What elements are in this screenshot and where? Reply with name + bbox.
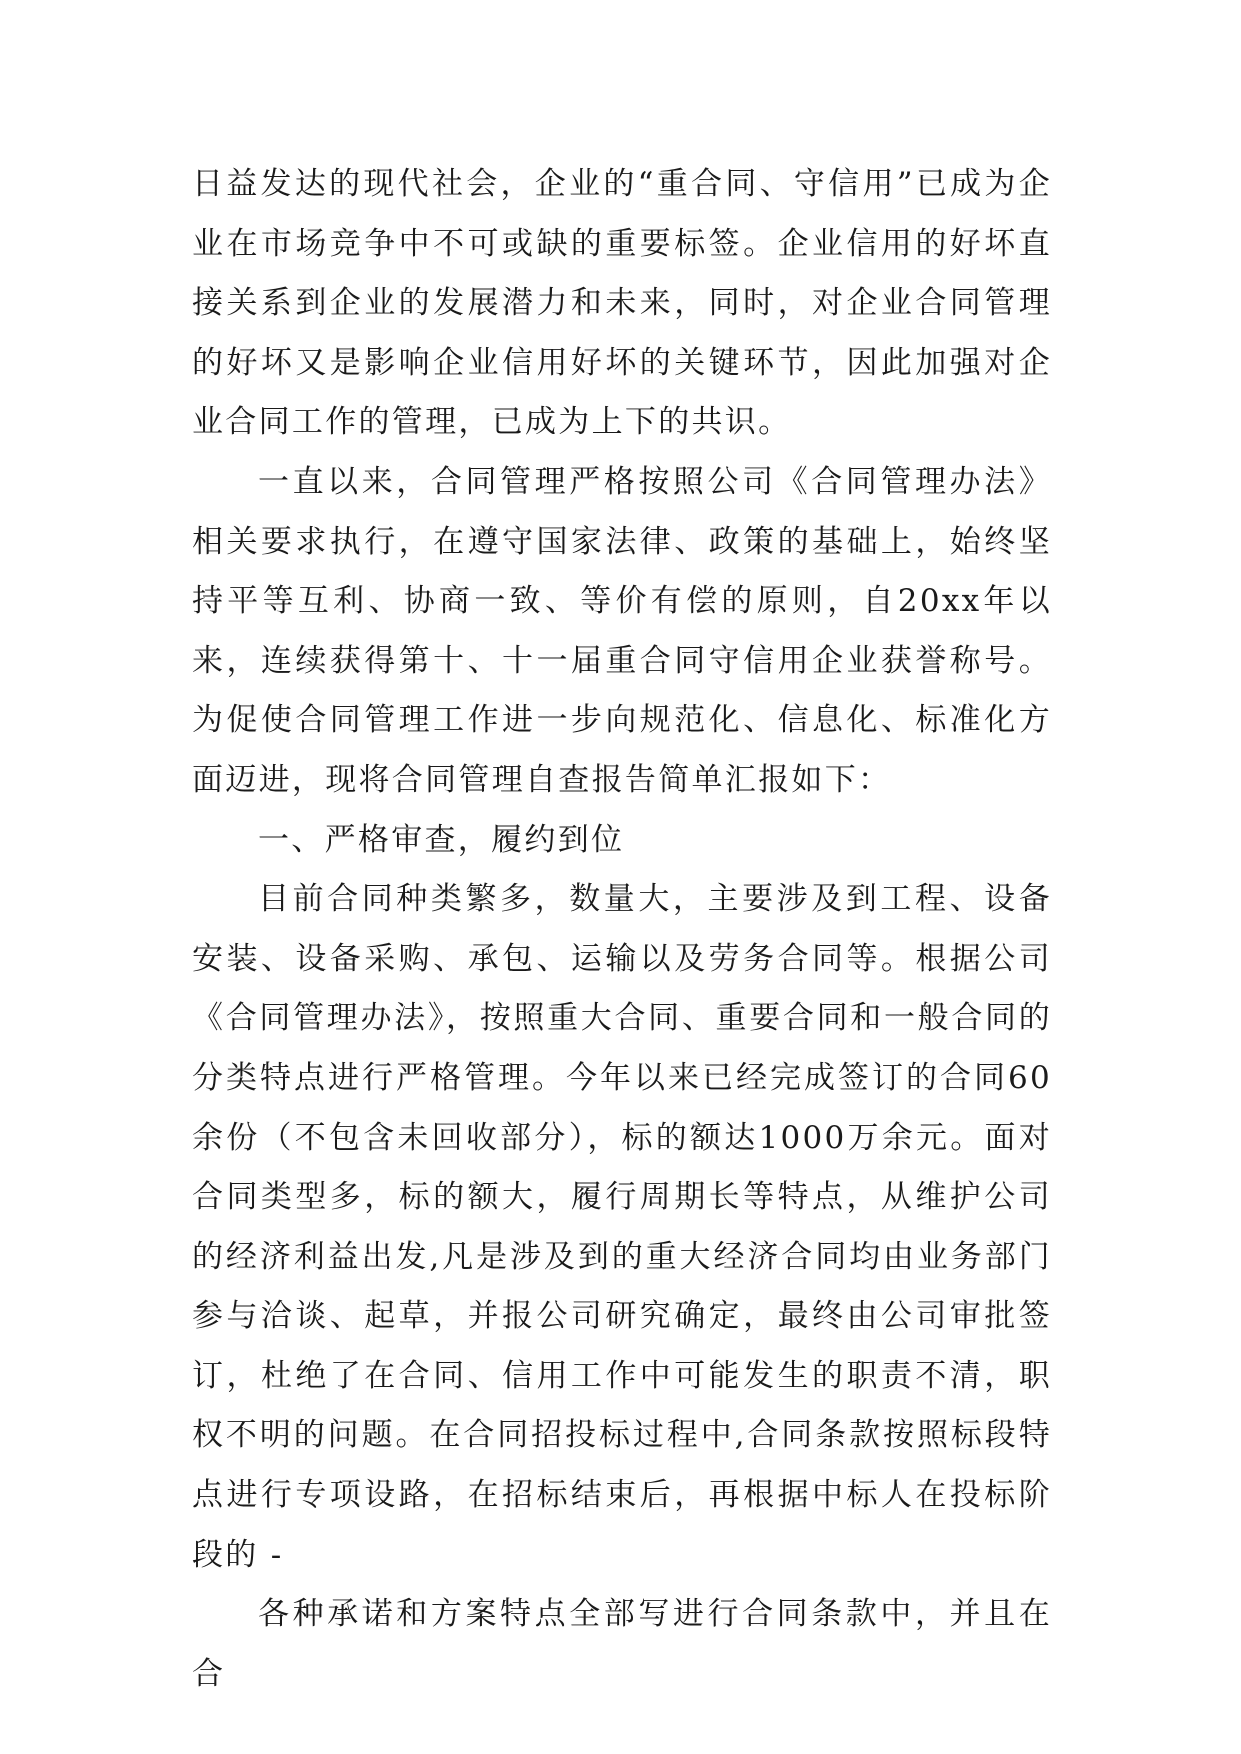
paragraph-intro: 日益发达的现代社会，企业的“重合同、守信用”已成为企业在市场竞争中不可或缺的重要标签。企业信用的好坏直接关系到企业的发展潜力和未来，同时，对企业合同管理的好坏又是影响企业信用好坏的关键环节，因此加强对企业合同工作的管理，已成为上下的共识。 (192, 166, 1052, 441)
paragraph-continuation: 各种承诺和方案特点全部写进行合同条款中，并且在合 (192, 1596, 1052, 1692)
paragraph-contract-review: 目前合同种类繁多，数量大，主要涉及到工程、设备安装、设备采购、承包、运输以及劳务合同等。根据公司《合同管理办法》，按照重大合同、重要合同和一般合同的分类特点进行严格管理。今年以来已经完成签订的合同60余份（不包含未回收部分），标的额达1000万余元。面对合同类型多，标的额大，履行周期长等特点，从维护公司的经济利益出发,凡是涉及到的重大经济合同均由业务部门参与洽谈、起草，并报公司研究确定，最终由公司审批签订，杜绝了在合同、信用工作中可能发生的职责不清，职权不明的问题。在合同招投标过程中,合同条款按照标段特点进行专项设路，在招标结束后，再根据中标人在投标阶段的 - (192, 881, 1052, 1573)
paragraph-overview: 一直以来，合同管理严格按照公司《合同管理办法》相关要求执行，在遵守国家法律、政策的基础上，始终坚持平等互利、协商一致、等价有偿的原则，自20xx年以来，连续获得第十、十一届重合同守信用企业获誉称号。为促使合同管理工作进一步向规范化、信息化、标准化方面迈进，现将合同管理自查报告简单汇报如下： (192, 463, 1052, 798)
document-body (192, 155, 1052, 1704)
section-heading: 一、严格审查，履约到位 (258, 821, 625, 858)
